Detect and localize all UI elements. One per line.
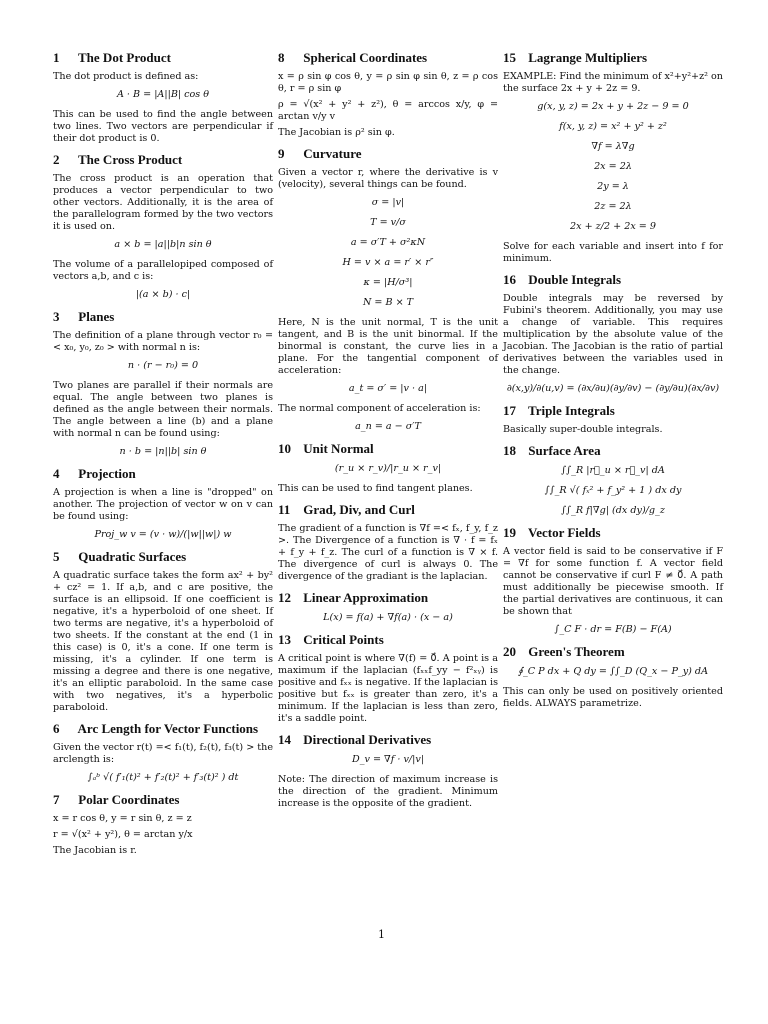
paragraph: Double integrals may be reversed by Fubini's theorem. Additionally, you may use a change of variable. This requires multiplication by the absolute value of the Jacobian. The Jacobian is the ratio of partial derivatives between the variables used in the change. [503,293,723,376]
paragraph: Given the vector r(t) =< f₁(t), f₂(t), f₃(t) > the arclength is: [53,742,273,765]
section-20 [503,644,723,710]
paragraph: The cross product is an operation that produces a vector perpendicular to two other vectors. Additionally, it is the area of the parallelogram formed by the two vectors it is used on. [53,173,273,232]
paragraph: x = r cos θ, y = r sin θ, z = z [53,813,192,824]
column-1 [53,50,273,864]
equation: ∫∫_R |r⃗_u × r⃗_v| dA [561,465,665,476]
paragraph: A projection is when a line is "dropped" on another. The projection of vector w on v can be found using: [53,487,273,522]
section-title: Unit Normal [303,441,374,456]
paragraph: Two planes are parallel if their normals are equal. The angle between two planes is defined as the angle between their normals. The angle between a line (b) and a plane with normal n can be found using: [53,380,273,439]
equation: ∫∫_R f|∇g| (dx dy)/g_z [561,505,665,516]
section-18 [503,443,723,517]
section-16 [503,272,723,395]
section-17 [503,403,723,436]
section-title: The Cross Product [78,152,183,167]
section-heading [278,50,498,66]
equation: H = v × a = r′ × r″ [342,257,434,268]
equation: T = v/σ [370,217,406,228]
section-title: Directional Derivatives [303,732,432,747]
equation: κ = |H/σ³| [363,277,413,288]
equation: ∮_C P dx + Q dy = ∫∫_D (Q_x − P_y) dA [517,666,708,677]
paragraph: A critical point is where ∇(f) = 0⃗. A point is a maximum if the laplacian (fₓₓf_yy − f²ₓᵧ) is positive and fₓₓ is negative. If the laplacian is positive but fₓₓ is greater than zero, it's a minimum. If the laplacian is less than zero, it's a saddle point. [278,653,498,724]
equation: a × b = |a||b|n sin θ [114,239,212,250]
paragraph: This can only be used on positively oriented fields. ALWAYS parametrize. [503,686,723,709]
section-heading [53,152,273,168]
section-number: 3 [53,309,60,324]
section-number: 10 [278,441,291,456]
section-title: Planes [78,309,115,324]
section-heading [503,403,723,419]
equation: Proj_w v = (v · w)/(|w||w|) w [94,529,232,540]
section-heading [503,443,723,459]
equation: (r_u × r_v)/|r_u × r_v| [334,463,442,474]
section-title: Critical Points [303,632,384,647]
section-1 [53,50,273,145]
paragraph: ρ = √(x² + y² + z²), θ = arccos x/y, φ = arctan v/y v [278,99,498,122]
section-number: 9 [278,146,285,161]
section-title: Spherical Coordinates [303,50,428,65]
section-heading [278,732,498,748]
paragraph: This can be used to find the angle between two lines. Two vectors are perpendicular if their dot product is 0. [53,109,273,144]
section-7 [53,792,273,857]
section-number: 12 [278,590,291,605]
section-5 [53,549,273,714]
section-9 [278,146,498,433]
section-heading [53,309,273,325]
section-title: Triple Integrals [528,403,615,418]
section-10 [278,441,498,495]
section-heading [278,590,498,606]
paragraph: Given a vector r, where the derivative is v (velocity), several things can be found. [278,167,498,190]
section-heading [278,502,498,518]
section-19 [503,525,723,636]
section-number: 20 [503,644,516,659]
section-heading [53,466,273,482]
section-title: Arc Length for Vector Functions [77,721,259,736]
section-14 [278,732,498,810]
equation: f(x, y, z) = x² + y² + z² [559,121,667,132]
equation: ∫ₐᵇ √( f′₁(t)² + f′₂(t)² + f′₃(t)² ) dt [87,772,239,783]
equation: a = σ′T + σ²κN [350,237,426,248]
section-2 [53,152,273,301]
column-2 [278,50,498,817]
section-number: 2 [53,152,60,167]
section-number: 1 [53,50,60,65]
section-title: Surface Area [528,443,601,458]
section-4 [53,466,273,541]
paragraph: r = √(x² + y²), θ = arctan y/x [53,829,193,840]
section-heading [53,549,273,565]
column-3 [503,50,723,717]
paragraph: The normal component of acceleration is: [278,403,481,414]
section-heading [503,525,723,541]
section-number: 14 [278,732,291,747]
section-title: Grad, Div, and Curl [303,502,415,517]
paragraph: The definition of a plane through vector r₀ =< x₀, y₀, z₀ > with normal n is: [53,330,273,353]
section-8 [278,50,498,139]
section-heading [278,441,498,457]
paragraph: Solve for each variable and insert into f for minimum. [503,241,723,264]
paragraph: EXAMPLE: Find the minimum of x²+y²+z² on the surface 2x + y + 2z = 9. [503,71,723,94]
paragraph: The Jacobian is r. [53,845,137,856]
equation: ∂(x,y)/∂(u,v) = (∂x/∂u)(∂y/∂v) − (∂y/∂u)(∂x/∂v) [506,383,720,394]
section-number: 18 [503,443,516,458]
section-number: 13 [278,632,291,647]
section-heading [53,792,273,808]
section-number: 7 [53,792,60,807]
paragraph: The gradient of a function is ∇f =< fₓ, f_y, f_z >. The Divergence of a function is ∇ · f = fₓ + f_y + f_z. The curl of a function is ∇ × f. The divergence of curl is always 0. The divergence of the gradiant is the laplacian. [278,523,498,582]
section-title: Curvature [303,146,362,161]
paragraph: The Jacobian is ρ² sin φ. [278,127,395,138]
equation: ∇f = λ∇g [591,141,635,152]
section-number: 8 [278,50,285,65]
section-heading [503,50,723,66]
section-number: 11 [278,502,291,517]
section-title: Lagrange Multipliers [528,50,648,65]
equation: n · (r − r₀) = 0 [127,360,199,371]
paragraph: Note: The direction of maximum increase is the direction of the gradient. Minimum increase is the opposite of the gradient. [278,774,498,809]
equation: |(a × b) · c| [135,289,191,300]
equation: a_t = σ′ = |v · a| [348,383,428,394]
section-6 [53,721,273,784]
section-heading [53,721,273,737]
page-number: 1 [378,928,385,941]
section-number: 5 [53,549,60,564]
section-title: Linear Approximation [303,590,429,605]
section-number: 17 [503,403,516,418]
equation: σ = |v| [371,197,405,208]
section-11 [278,502,498,583]
section-heading [278,632,498,648]
section-title: Double Integrals [528,272,622,287]
equation: ∫∫_R √( fₓ² + f_y² + 1 ) dx dy [544,485,682,496]
paragraph: The volume of a parallelopiped composed of vectors a,b, and c is: [53,259,273,282]
paragraph: x = ρ sin φ cos θ, y = ρ sin φ sin θ, z = ρ cos θ, r = ρ sin φ [278,71,498,94]
section-heading [503,272,723,288]
equation: g(x, y, z) = 2x + y + 2z − 9 = 0 [537,101,689,112]
equation: ∫_C F · dr = F(B) − F(A) [554,624,672,635]
section-15 [503,50,723,265]
section-title: Quadratic Surfaces [78,549,187,564]
section-13 [278,632,498,725]
section-title: Vector Fields [528,525,601,540]
section-number: 16 [503,272,516,287]
section-number: 15 [503,50,516,65]
section-heading [503,644,723,660]
section-number: 6 [53,721,60,736]
section-number: 19 [503,525,516,540]
section-title: Green's Theorem [528,644,625,659]
section-number: 4 [53,466,60,481]
section-3 [53,309,273,458]
equation: D_v = ∇f · v/|v| [352,754,424,765]
paragraph: This can be used to find tangent planes. [278,483,473,494]
equation: N = B × T [362,297,414,308]
paragraph: Basically super-double integrals. [503,424,663,435]
equation: n · b = |n||b| sin θ [119,446,207,457]
section-title: Polar Coordinates [78,792,180,807]
paragraph: A vector field is said to be conservative if F = ∇f for some function f. A vector field cannot be conservative if curl F ≠ 0⃗. A path must additionally be piecewise smooth. If the partial derivatives are continuous, it can be shown that [503,546,723,617]
equation: 2x + z/2 + 2x = 9 [570,221,656,232]
equation: 2y = λ [597,181,629,192]
paragraph: Here, N is the unit normal, T is the unit tangent, and B is the unit binormal. If the binormal is constant, the curve lies in a plane. For the tangential component of acceleration: [278,317,498,376]
equation: A · B = |A||B| cos θ [116,89,210,100]
equation: 2x = 2λ [594,161,632,172]
paragraph: The dot product is defined as: [53,71,199,82]
equation: 2z = 2λ [594,201,632,212]
section-12 [278,590,498,624]
section-heading [278,146,498,162]
section-title: Projection [78,466,136,481]
paragraph: A quadratic surface takes the form ax² + by² + cz² = 1. If a,b, and c are positive, the surface is an ellipsoid. If one coefficient is negative, it's a hyperboloid of one sheet. If two terms are negative, it's a hyperboloid of two sheets. If the constant at the end (1 in this case) is 0, it's a cone. If one term is missing, it's a cylinder. If one term is missing a degree and there is one negative, it's an elliptic paraboloid. In the same case with two negatives, it's a hyperbolic paraboloid. [53,570,273,713]
equation: a_n = a − σ′T [355,421,421,432]
equation: L(x) = f(a) + ∇f(a) · (x − a) [323,612,453,623]
section-title: The Dot Product [78,50,171,65]
section-heading [53,50,273,66]
